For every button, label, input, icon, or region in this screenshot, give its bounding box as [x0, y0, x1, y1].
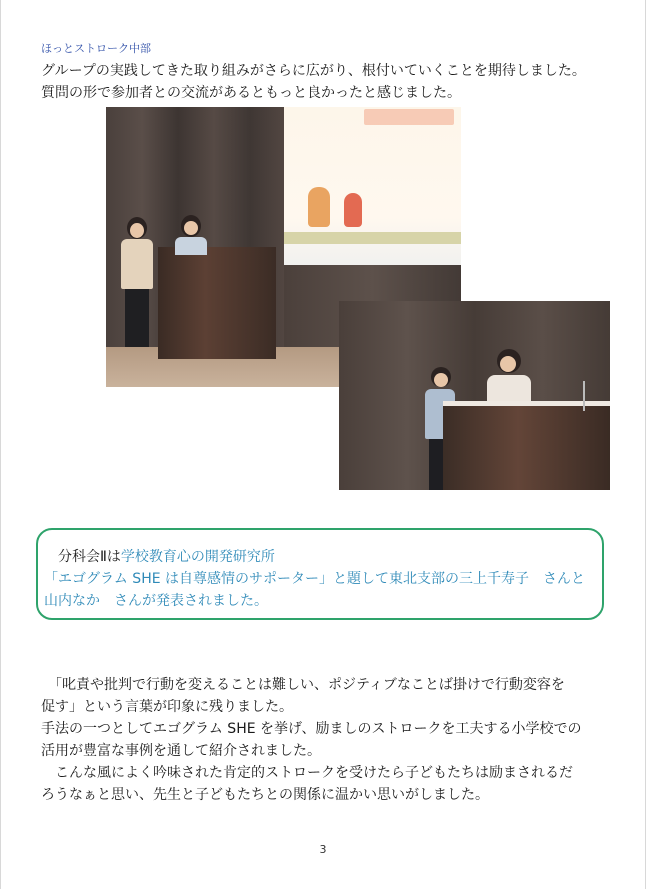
intro-paragraph	[41, 60, 621, 104]
intro-line: 質問の形で参加者との交流があるともっと良かったと感じました。	[41, 85, 461, 101]
body-paragraph	[41, 674, 621, 806]
body-line: 促す」という言葉が印象に残りました。	[41, 699, 293, 715]
callout-line: 山内なか さんが発表されました。	[44, 593, 268, 609]
podium	[158, 247, 276, 359]
body-line: 活用が豊富な事例を通して紹介されました。	[41, 743, 321, 759]
microphone-icon	[583, 381, 585, 411]
session-callout-box	[36, 528, 604, 620]
projection-screen	[284, 107, 461, 265]
presenter-figure	[485, 349, 531, 409]
body-line: 「叱責や批判で行動を変えることは難しい、ポジティブなことば掛けで行動変容を	[55, 677, 565, 693]
presenter-figure	[118, 217, 156, 349]
body-line: こんな風によく吟味された肯定的ストロークを受けたら子どもたちは励まされるだ	[55, 765, 573, 781]
callout-line: 分科会Ⅱは学校教育心の開発研究所	[58, 549, 275, 565]
podium	[443, 406, 610, 490]
presentation-photo-podium	[339, 301, 610, 490]
body-line: ろうなぁと思い、先生と子どもたちとの関係に温かい思いがしました。	[41, 787, 489, 803]
body-line: 手法の一つとしてエゴグラム SHE を挙げ、励ましのストロークを工夫する小学校での	[41, 721, 582, 737]
section-header: ほっとストローク中部	[41, 42, 151, 55]
intro-line: グループの実践してきた取り組みがさらに広がり、根付いていくことを期待しました。	[41, 63, 586, 79]
page-number: 3	[319, 843, 327, 856]
presenter-figure	[173, 215, 207, 255]
callout-line: 「エゴグラム SHE は自尊感情のサポーター」と題して東北支部の三上千寿子 さんと	[44, 571, 586, 587]
